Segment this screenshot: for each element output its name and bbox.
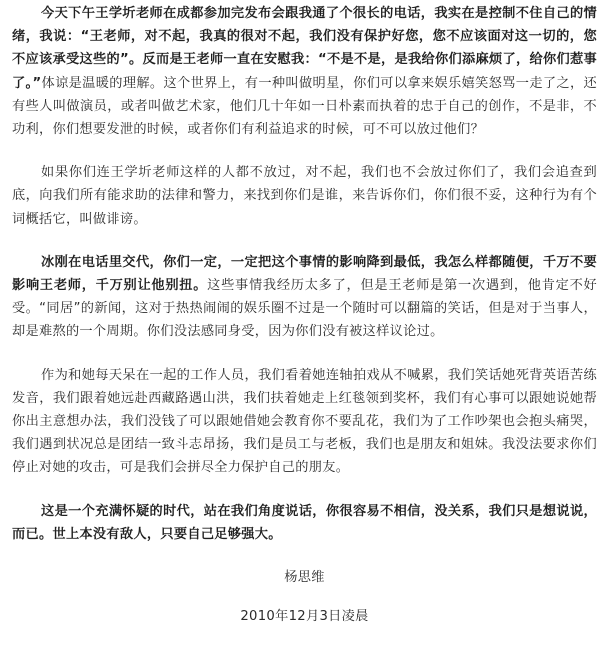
paragraph-4 <box>12 364 597 480</box>
paragraph-3-bold: 冰刚在电话里交代，你们一定，一定把这个事情的影响降到最低，我怎么样都随便，千万不要影响王老师，千万别让他别扭。 <box>12 254 597 294</box>
paragraph-1 <box>12 2 597 141</box>
paragraph-1-bold: 今天下午王学圻老师在成都参加完发布会跟我通了个很长的电话，我实在是控制不住自己的情绪，我说：“王老师，对不起，我真的很对不起，我们没有保护好您，您不应该面对这一切的，您不应该承受这些的”。反而是王老师一直在安慰我：“不是不是，是我给你们添麻烦了，给你们惹事了。” <box>12 6 597 91</box>
paragraph-3 <box>12 251 597 344</box>
signature: 杨思维 <box>284 570 325 586</box>
paragraph-5 <box>12 500 597 546</box>
paragraph-3-text: 这些事情我经历太多了，但是王老师是第一次遇到，他肯定不好受。“同居”的新闻，这对于热热闹闹的娱乐圈不过是一个随时可以翻篇的笑话，但是对于当事人，却是难熬的一个周期。你们没法感同身受，因为你们没有被这样议论过。 <box>12 278 597 340</box>
paragraph-4-text: 作为和她每天呆在一起的工作人员，我们看着她连轴拍戏从不喊累，我们笑话她死背英语苦练发音，我们跟着她远赴西藏路遇山洪，我们扶着她走上红毯领到奖杯，我们有心事可以跟她说她帮你出主意想办法，我们没钱了可以跟她借她会教育你不要乱花，我们为了工作吵架也会抱头痛哭，我们遇到状况总是团结一致斗志昂扬，我们是员工与老板，我们也是朋友和姐妹。我没法要求你们停止对她的攻击，可是我们会拼尽全力保护自己的朋友。 <box>12 367 597 476</box>
paragraph-5-bold: 这是一个充满怀疑的时代，站在我们角度说话，你很容易不相信，没关系，我们只是想说说，而已。世上本没有敌人，只要自己足够强大。 <box>12 503 597 542</box>
paragraph-2-text: 如果你们连王学圻老师这样的人都不放过，对不起，我们也不会放过你们了，我们会追查到底，向我们所有能求助的法律和警力，来找到你们是谁，来告诉你们，你们很不妥，这种行为有个词概括它，叫做诽谤。 <box>12 165 597 227</box>
date: 2010年12月3日凌晨 <box>240 609 369 625</box>
paragraph-2 <box>12 161 597 231</box>
paragraph-1-text: 体谅是温暖的理解。这个世界上，有一种叫做明星，你们可以拿来娱乐嬉笑怒骂一走了之，还有些人叫做演员，或者叫做艺术家，他们几十年如一日朴素而执着的忠于自己的创作，不是非，不功利，你们想要发泄的时候，或者你们有利益追求的时候，可不可以放过他们？ <box>12 75 597 138</box>
